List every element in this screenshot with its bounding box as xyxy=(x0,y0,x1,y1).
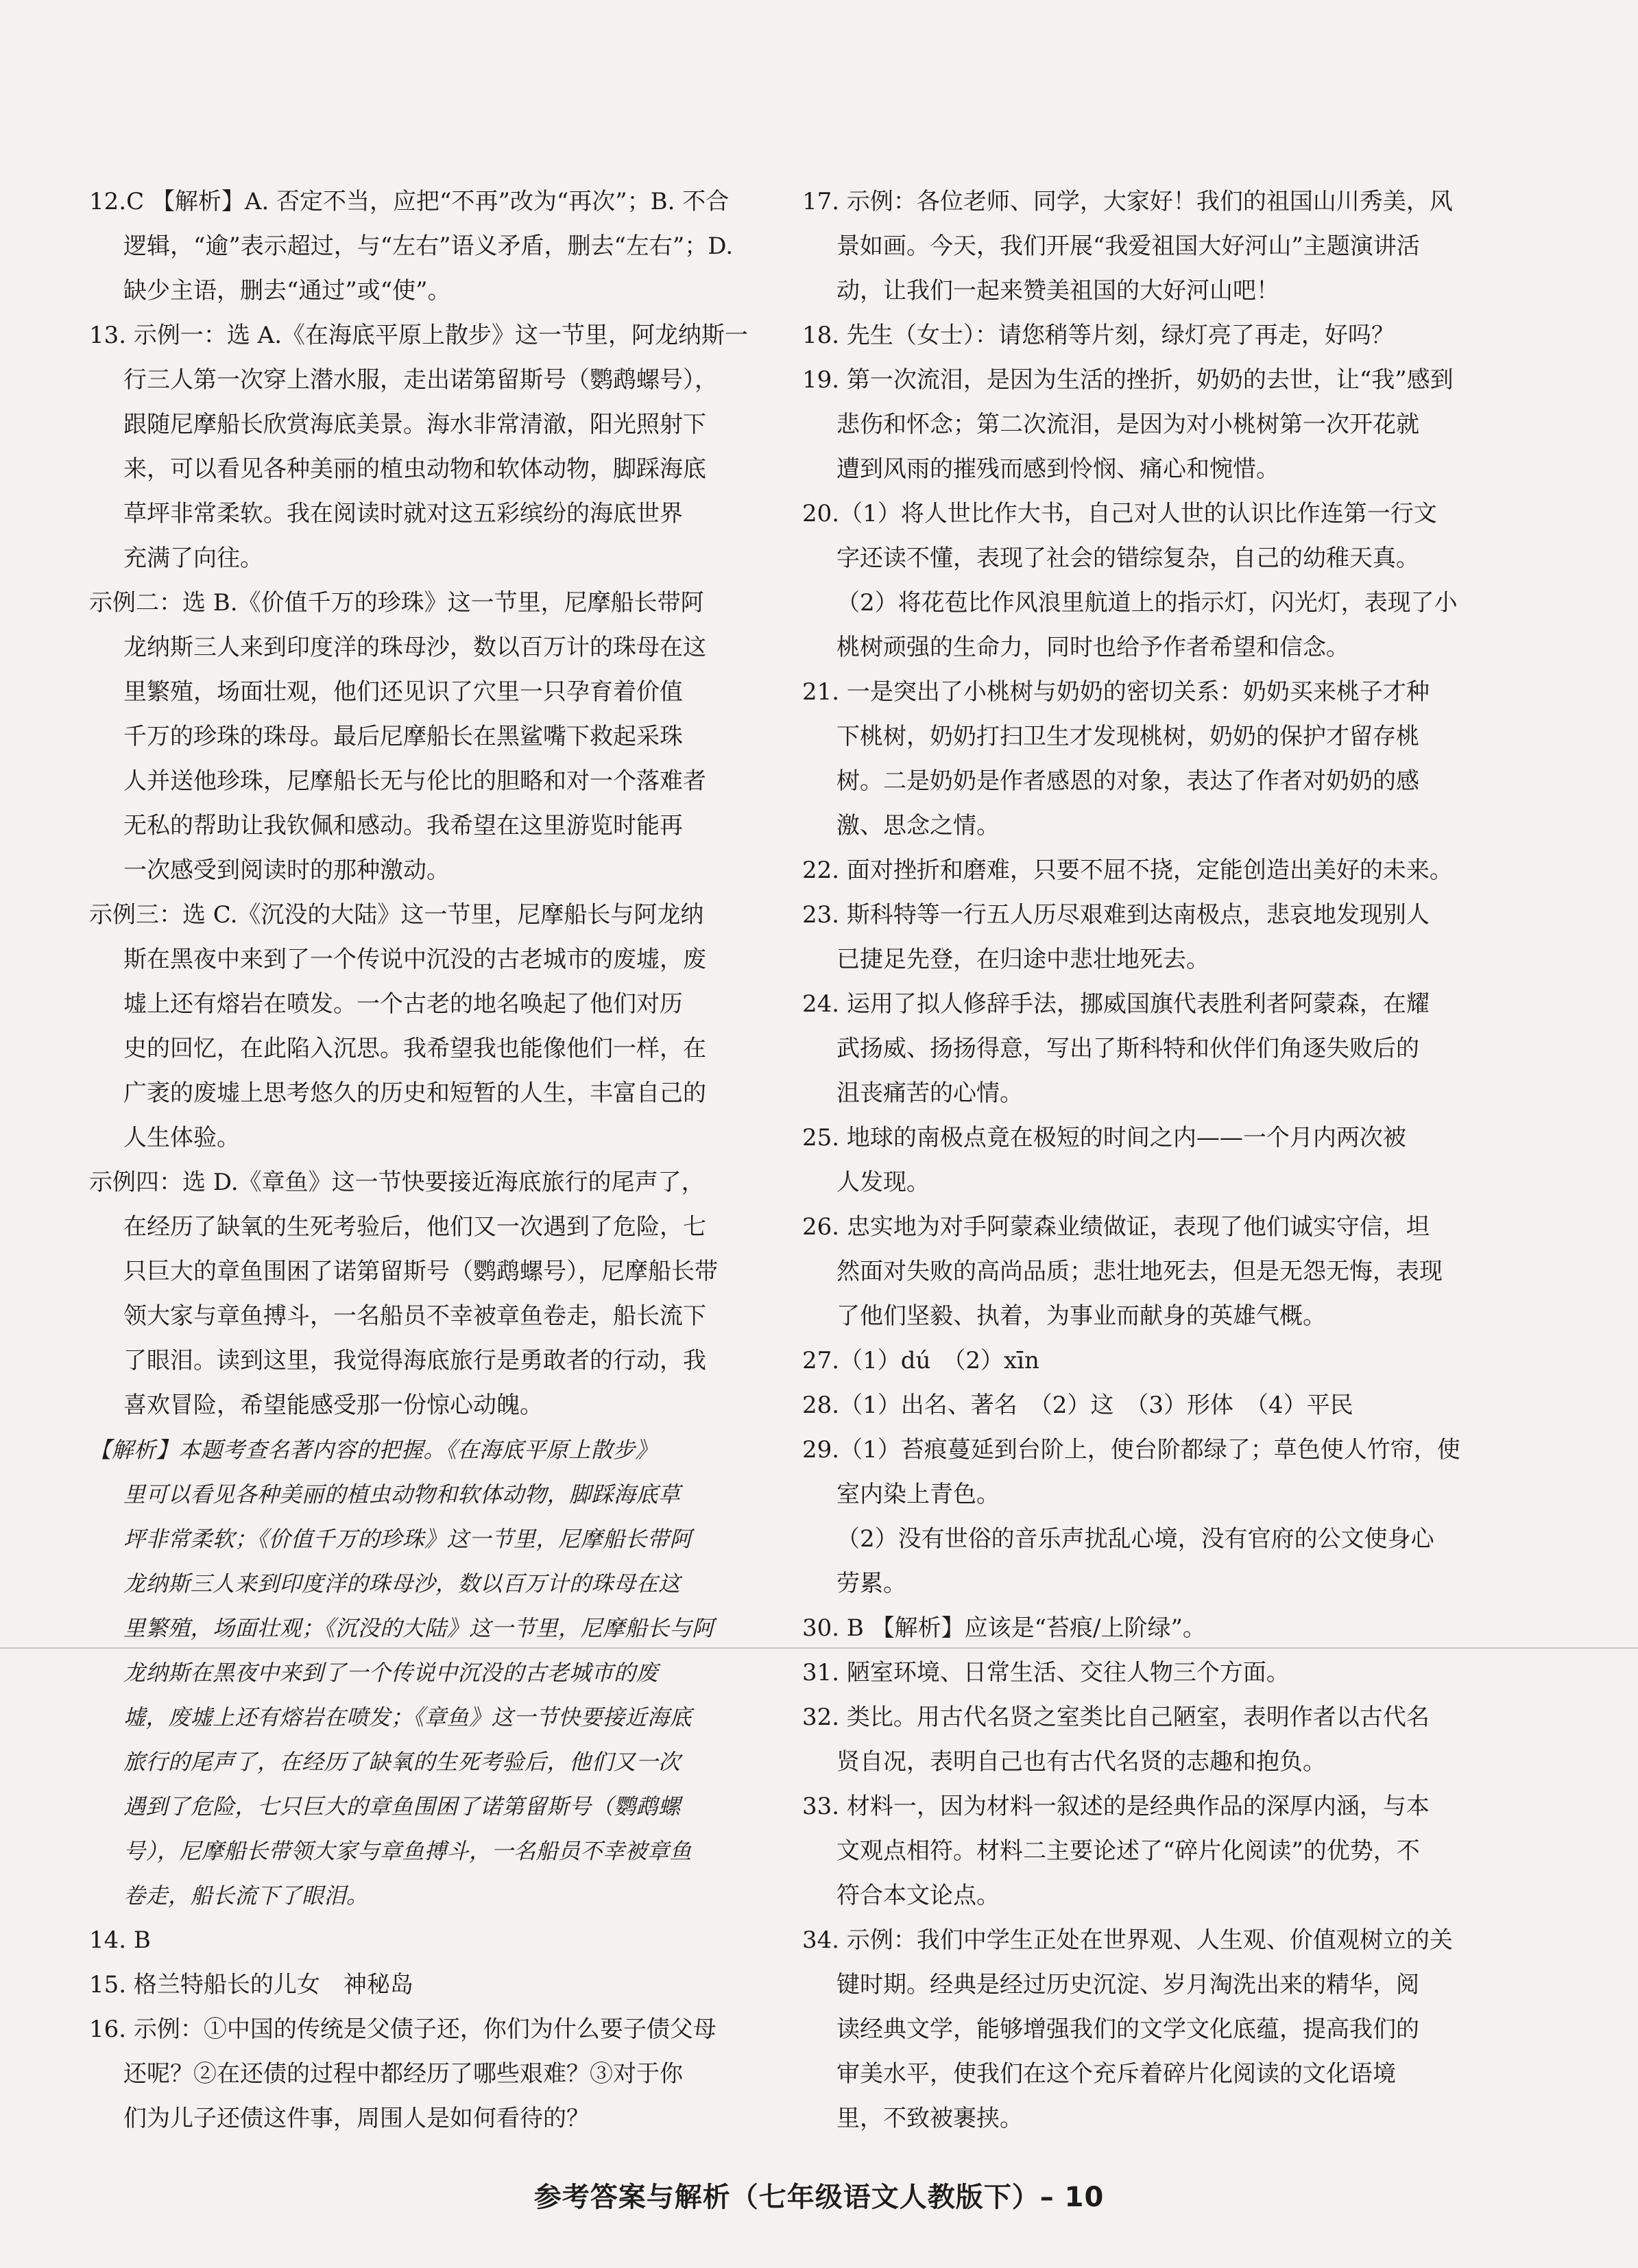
answer-line: 只巨大的章鱼围困了诺第留斯号（鹦鹉螺号），尼摩船长带 xyxy=(123,1258,718,1285)
answer-line: 了眼泪。读到这里，我觉得海底旅行是勇敢者的行动，我 xyxy=(123,1347,706,1374)
answer-line: 充满了向往。 xyxy=(123,545,263,572)
answer-line: 然面对失败的高尚品质；悲壮地死去，但是无怨无悔，表现 xyxy=(836,1258,1443,1285)
right-column xyxy=(802,180,1556,2141)
right-answer-item xyxy=(802,1651,1556,1695)
answer-line: 33. 材料一，因为材料一叙述的是经典作品的深厚内涵，与本 xyxy=(802,1793,1430,1820)
answer-line: 领大家与章鱼搏斗，一名船员不幸被章鱼卷走，船长流下 xyxy=(123,1302,706,1330)
answer-line: 24. 运用了拟人修辞手法，挪威国旗代表胜利者阿蒙森，在耀 xyxy=(802,990,1430,1018)
answer-line: 室内染上青色。 xyxy=(836,1481,1000,1508)
right-answer-item xyxy=(802,893,1556,982)
answer-line: 示例二：选 B.《价值千万的珍珠》这一节里，尼摩船长带阿 xyxy=(89,589,704,617)
right-answer-item xyxy=(802,848,1556,893)
answer-line: 【解析】本题考查名著内容的把握。《在海底平原上散步》 xyxy=(89,1437,658,1463)
answer-line: 景如画。今天，我们开展“我爱祖国大好河山”主题演讲活 xyxy=(836,232,1420,260)
answer-line: 劳累。 xyxy=(836,1570,906,1597)
answer-line: 示例四：选 D.《章鱼》这一节快要接近海底旅行的尾声了， xyxy=(89,1169,705,1196)
answer-line: 斯在黑夜中来到了一个传说中沉没的古老城市的废墟，废 xyxy=(123,946,706,973)
answer-line: 19. 第一次流泪，是因为生活的挫折，奶奶的去世，让“我”感到 xyxy=(802,366,1454,394)
answer-line: 人并送他珍珠，尼摩船长无与伦比的胆略和对一个落难者 xyxy=(123,767,706,795)
answer-line: 审美水平，使我们在这个充斥着碎片化阅读的文化语境 xyxy=(836,2060,1396,2088)
left-answer-item xyxy=(89,1160,734,1428)
answer-line: 文观点相符。材料二主要论述了“碎片化阅读”的优势，不 xyxy=(836,1837,1420,1865)
answer-line: 龙纳斯三人来到印度洋的珠母沙，数以百万计的珠母在这 xyxy=(123,634,706,661)
right-answer-item xyxy=(802,358,1556,492)
answer-line: 在经历了缺氧的生死考验后，他们又一次遇到了危险，七 xyxy=(123,1213,706,1241)
answer-line: 22. 面对挫折和磨难，只要不屈不挠，定能创造出美好的未来。 xyxy=(802,857,1453,884)
answer-line: （2）将花苞比作风浪里航道上的指示灯，闪光灯，表现了小 xyxy=(836,589,1458,617)
answer-line: 32. 类比。用古代名贤之室类比自己陋室，表明作者以古代名 xyxy=(802,1704,1430,1731)
answer-line: 21. 一是突出了小桃树与奶奶的密切关系：奶奶买来桃子才种 xyxy=(802,678,1430,706)
answer-line: 读经典文学，能够增强我们的文学文化底蕴，提高我们的 xyxy=(836,2016,1419,2043)
answer-line: 无私的帮助让我钦佩和感动。我希望在这里游览时能再 xyxy=(123,812,683,839)
answer-line: 号），尼摩船长带领大家与章鱼搏斗，一名船员不幸被章鱼 xyxy=(123,1838,692,1864)
answer-line: 行三人第一次穿上潜水服，走出诺第留斯号（鹦鹉螺号）， xyxy=(123,366,718,394)
answer-line: 12.C 【解析】A. 否定不当，应把“不再”改为“再次”；B. 不合 xyxy=(89,188,730,215)
answer-line: 旅行的尾声了，在经历了缺氧的生死考验后，他们又一次 xyxy=(123,1749,681,1775)
left-answer-item xyxy=(89,1918,734,1963)
answer-line: 龙纳斯在黑夜中来到了一个传说中沉没的古老城市的废 xyxy=(123,1660,659,1686)
answer-line: 人生体验。 xyxy=(123,1124,240,1151)
answer-line: 墟上还有熔岩在喷发。一个古老的地名唤起了他们对历 xyxy=(123,990,683,1018)
right-answer-item xyxy=(802,1339,1556,1383)
answer-line: （2）没有世俗的音乐声扰乱心境，没有官府的公文使身心 xyxy=(836,1525,1434,1553)
answer-line: 武扬威、扬扬得意，写出了斯科特和伙伴们角逐失败后的 xyxy=(836,1035,1419,1062)
answer-line: 坪非常柔软；《价值千万的珍珠》这一节里，尼摩船长带阿 xyxy=(123,1526,692,1552)
answer-line: 龙纳斯三人来到印度洋的珠母沙，数以百万计的珠母在这 xyxy=(123,1571,681,1597)
answer-line: 喜欢冒险，希望能感受那一份惊心动魄。 xyxy=(123,1392,543,1419)
answer-line: 里繁殖，场面壮观，他们还见识了穴里一只孕育着价值 xyxy=(123,678,683,706)
answer-line: 史的回忆，在此陷入沉思。我希望我也能像他们一样，在 xyxy=(123,1035,706,1062)
answer-line: 29.（1）苔痕蔓延到台阶上，使台阶都绿了；草色使人竹帘，使 xyxy=(802,1436,1460,1464)
left-answer-item xyxy=(89,1963,734,2007)
answer-line: 来，可以看见各种美丽的植虫动物和软体动物，脚踩海底 xyxy=(123,455,706,483)
left-answer-item xyxy=(89,893,734,1160)
answer-line: 符合本文论点。 xyxy=(836,1882,1000,1909)
answer-line: 里繁殖，场面壮观；《沉没的大陆》这一节里，尼摩船长与阿 xyxy=(123,1615,714,1641)
left-answer-item xyxy=(89,313,749,581)
answer-line: 30. B 【解析】应该是“苔痕/上阶绿”。 xyxy=(802,1614,1206,1642)
answer-line: 桃树顽强的生命力，同时也给予作者希望和信念。 xyxy=(836,634,1349,661)
right-answer-item xyxy=(802,670,1556,848)
answer-line: 人发现。 xyxy=(836,1169,930,1196)
answer-line: 键时期。经典是经过历史沉淀、岁月淘洗出来的精华，阅 xyxy=(836,1971,1419,1998)
answer-line: 18. 先生（女士）：请您稍等片刻，绿灯亮了再走，好吗？ xyxy=(802,322,1395,349)
answer-line: 动，让我们一起来赞美祖国的大好河山吧！ xyxy=(836,277,1279,305)
answer-line: 缺少主语，删去“通过”或“使”。 xyxy=(123,277,451,305)
answer-line: 31. 陋室环境、日常生活、交往人物三个方面。 xyxy=(802,1659,1290,1686)
answer-line: 了他们坚毅、执着，为事业而献身的英雄气概。 xyxy=(836,1302,1326,1330)
right-answer-item xyxy=(802,1383,1556,1428)
answer-line: 14. B xyxy=(89,1926,151,1954)
answer-line: 23. 斯科特等一行五人历尽艰难到达南极点，悲哀地发现别人 xyxy=(802,901,1430,929)
answer-line: 17. 示例：各位老师、同学，大家好！我们的祖国山川秀美，风 xyxy=(802,188,1453,215)
right-answer-item xyxy=(802,982,1556,1116)
answer-line: 下桃树，奶奶打扫卫生才发现桃树，奶奶的保护才留存桃 xyxy=(836,723,1419,750)
right-answer-item xyxy=(802,1784,1556,1918)
left-answer-item xyxy=(89,581,734,893)
left-answer-item xyxy=(89,2007,734,2141)
answer-line: 树。二是奶奶是作者感恩的对象，表达了作者对奶奶的感 xyxy=(836,767,1419,795)
answer-line: 们为儿子还债这件事，周围人是如何看待的？ xyxy=(123,2105,590,2132)
answer-line: 示例三：选 C.《沉没的大陆》这一节里，尼摩船长与阿龙纳 xyxy=(89,901,704,929)
right-answer-item xyxy=(802,1918,1556,2141)
answer-line: 墟，废墟上还有熔岩在喷发；《章鱼》这一节快要接近海底 xyxy=(123,1704,692,1730)
right-answer-item xyxy=(802,1205,1556,1339)
answer-line: 已捷足先登，在归途中悲壮地死去。 xyxy=(836,946,1209,973)
left-answer-item xyxy=(89,180,734,313)
page-fold-line xyxy=(0,1647,1638,1649)
answer-line: 一次感受到阅读时的那种激动。 xyxy=(123,857,450,884)
right-answer-item xyxy=(802,581,1556,670)
answer-line: 千万的珍珠的珠母。最后尼摩船长在黑鲨嘴下救起采珠 xyxy=(123,723,683,750)
answer-line: 沮丧痛苦的心情。 xyxy=(836,1079,1023,1107)
answer-line: 贤自况，表明自己也有古代名贤的志趣和抱负。 xyxy=(836,1748,1326,1776)
answer-line: 悲伤和怀念；第二次流泪，是因为对小桃树第一次开花就 xyxy=(836,411,1419,438)
right-answer-item xyxy=(802,1695,1556,1784)
answer-line: 里，不致被裹挟。 xyxy=(836,2105,1023,2132)
answer-line: 激、思念之情。 xyxy=(836,812,1000,839)
answer-line: 13. 示例一：选 A.《在海底平原上散步》这一节里，阿龙纳斯一 xyxy=(89,322,749,349)
answer-line: 里可以看见各种美丽的植虫动物和软体动物，脚踩海底草 xyxy=(123,1481,681,1507)
right-answer-item xyxy=(802,1606,1556,1651)
right-answer-item xyxy=(802,180,1556,313)
answer-line: 还呢？②在还债的过程中都经历了哪些艰难？③对于你 xyxy=(123,2060,683,2088)
answer-line: 草坪非常柔软。我在阅读时就对这五彩缤纷的海底世界 xyxy=(123,500,683,527)
answer-line: 卷走，船长流下了眼泪。 xyxy=(123,1883,369,1909)
answer-line: 26. 忠实地为对手阿蒙森业绩做证，表现了他们诚实守信，坦 xyxy=(802,1213,1430,1241)
answer-line: 跟随尼摩船长欣赏海底美景。海水非常清澈，阳光照射下 xyxy=(123,411,706,438)
answer-line: 逻辑，“逾”表示超过，与“左右”语义矛盾，删去“左右”；D. xyxy=(123,232,734,260)
page-footer: 参考答案与解析（七年级语文人教版下）– 10 xyxy=(533,2182,1105,2213)
right-answer-item xyxy=(802,313,1556,358)
right-answer-item xyxy=(802,1517,1556,1606)
answer-line: 20.（1）将人世比作大书，自己对人世的认识比作连第一行文 xyxy=(802,500,1437,527)
right-answer-item xyxy=(802,1116,1556,1205)
answer-line: 28.（1）出名、著名 （2）这 （3）形体 （4）平民 xyxy=(802,1392,1353,1419)
answer-line: 25. 地球的南极点竟在极短的时间之内——一个月内两次被 xyxy=(802,1124,1406,1151)
right-answer-item xyxy=(802,1428,1556,1517)
answer-line: 字还读不懂，表现了社会的错综复杂，自己的幼稚天真。 xyxy=(836,545,1419,572)
answer-line: 34. 示例：我们中学生正处在世界观、人生观、价值观树立的关 xyxy=(802,1926,1453,1954)
left-answer-item xyxy=(89,1428,734,1918)
answer-line: 遭到风雨的摧残而感到怜悯、痛心和惋惜。 xyxy=(836,455,1279,483)
left-column xyxy=(89,180,749,2141)
right-answer-item xyxy=(802,492,1556,581)
answer-line: 16. 示例：①中国的传统是父债子还，你们为什么要子债父母 xyxy=(89,2016,716,2043)
answer-line: 15. 格兰特船长的儿女 神秘岛 xyxy=(89,1971,413,1998)
answer-line: 广袤的废墟上思考悠久的历史和短暂的人生，丰富自己的 xyxy=(123,1079,706,1107)
answer-line: 27.（1）dú （2）xīn xyxy=(802,1347,1039,1374)
answer-line: 遇到了危险，七只巨大的章鱼围困了诺第留斯号（鹦鹉螺 xyxy=(123,1793,681,1819)
